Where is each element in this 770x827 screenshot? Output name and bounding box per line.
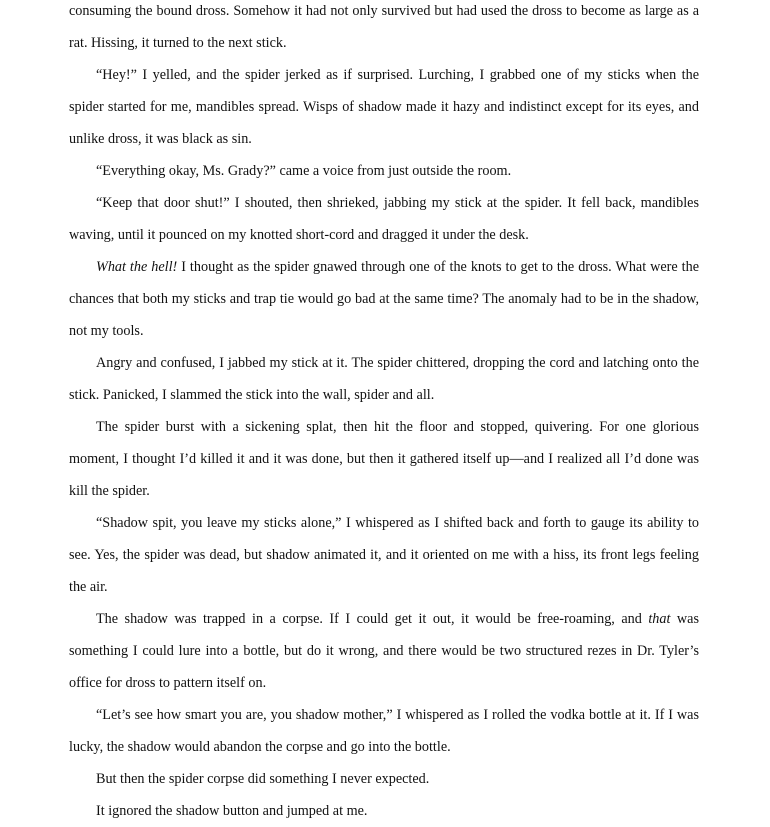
paragraph [69, 411, 699, 507]
paragraph [69, 347, 699, 411]
paragraph-text: The shadow was trapped in a corpse. If I could get it out, it would be free-roaming, and [96, 611, 649, 627]
manuscript-page [69, 0, 699, 827]
paragraph-text: was something I could lure into a bottle, but do it wrong, and there would be two structured rezes in Dr. Tyler’s office for dross to pattern itself on. [69, 611, 699, 691]
paragraph-text: I thought as the spider gnawed through one of the knots to get to the dross. What were the chances that both my sticks and trap tie would go bad at the same time? The anomaly had to be in the shadow, not my tools. [69, 259, 700, 339]
paragraph [69, 0, 699, 59]
italic-text: that [648, 611, 671, 627]
paragraph-text: It ignored the shadow button and jumped at me. [96, 803, 368, 819]
paragraph-text: consuming the bound dross. Somehow it had not only survived but had used the dross to become as large as a rat. Hissing, it turned to the next stick. [69, 3, 699, 51]
paragraph [69, 507, 699, 603]
paragraph [69, 187, 699, 251]
italic-text: What the hell! [96, 259, 178, 275]
paragraph-text: “Everything okay, Ms. Grady?” came a voice from just outside the room. [96, 163, 512, 179]
paragraph [69, 603, 699, 699]
paragraph-text: “Hey!” I yelled, and the spider jerked as if surprised. Lurching, I grabbed one of my sticks when the spider started for me, mandibles spread. Wisps of shadow made it hazy and indistinct except for its eyes, and unlike dross, it was black as sin. [69, 67, 699, 147]
paragraph [69, 763, 699, 795]
paragraph-text: “Let’s see how smart you are, you shadow mother,” I whispered as I rolled the vodka bottle at it. If I was lucky, the shadow would abandon the corpse and go into the bottle. [69, 707, 699, 755]
paragraph-text: “Keep that door shut!” I shouted, then shrieked, jabbing my stick at the spider. It fell back, mandibles waving, until it pounced on my knotted short-cord and dragged it under the desk. [69, 195, 699, 243]
paragraph-text: The spider burst with a sickening splat, then hit the floor and stopped, quivering. For one glorious moment, I thought I’d killed it and it was done, but then it gathered itself up—and I realized all I’d done was kill the spider. [69, 419, 699, 499]
paragraph-text: But then the spider corpse did something I never expected. [96, 771, 430, 787]
paragraph-text: Angry and confused, I jabbed my stick at it. The spider chittered, dropping the cord and latching onto the stick. Panicked, I slammed the stick into the wall, spider and all. [69, 355, 699, 403]
paragraph [69, 699, 699, 763]
paragraph-text: “Shadow spit, you leave my sticks alone,” I whispered as I shifted back and forth to gauge its ability to see. Yes, the spider was dead, but shadow animated it, and it oriented on me with a hiss, its front legs feeling the air. [69, 515, 699, 595]
paragraph [69, 59, 699, 155]
paragraph [69, 251, 699, 347]
paragraph [69, 155, 699, 187]
